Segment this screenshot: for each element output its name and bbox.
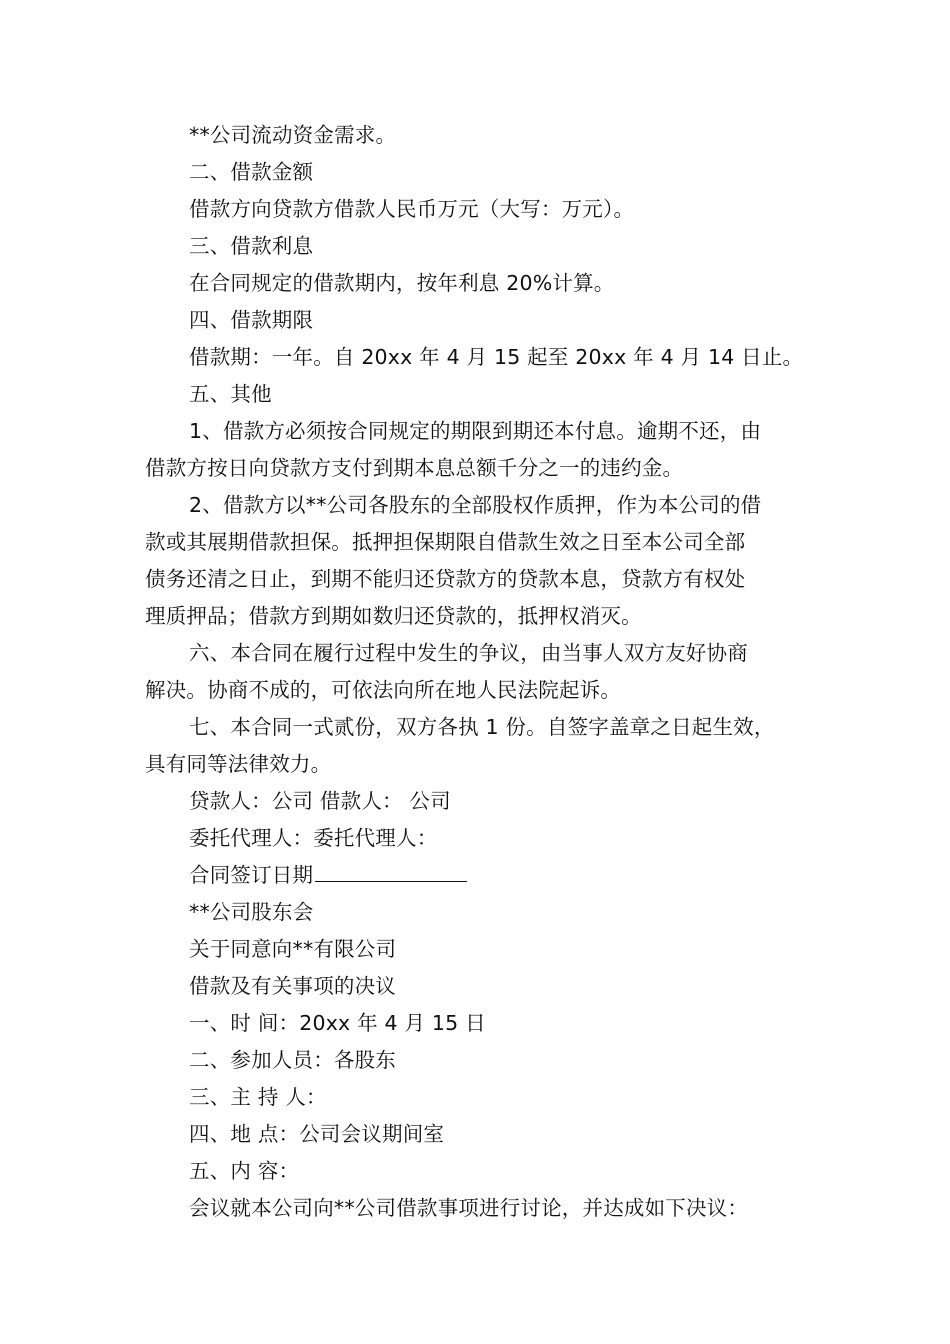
meeting-host: 三、主 持 人： xyxy=(189,1085,327,1109)
section-heading-loan-interest: 三、借款利息 xyxy=(189,234,314,258)
paragraph-line: 具有同等法律效力。 xyxy=(145,752,332,776)
signature-line-parties: 贷款人：公司 借款人： 公司 xyxy=(189,789,451,813)
meeting-content-heading: 五、内 容： xyxy=(189,1159,300,1183)
section-heading-other: 五、其他 xyxy=(189,382,272,406)
paragraph-line: 1、借款方必须按合同规定的期限到期还本付息。逾期不还，由 xyxy=(189,419,762,443)
resolution-title-subject: 关于同意向**有限公司 xyxy=(189,937,397,961)
meeting-location: 四、地 点：公司会议期间室 xyxy=(189,1122,445,1146)
paragraph-line: 借款方向贷款方借款人民币万元（大写：万元）。 xyxy=(189,197,635,221)
paragraph-line: 理质押品；借款方到期如数归还贷款的，抵押权消灭。 xyxy=(145,604,642,628)
paragraph-line: 七、本合同一式贰份，双方各执 1 份。自签字盖章之日起生效， xyxy=(189,715,775,739)
meeting-attendees: 二、参加人员：各股东 xyxy=(189,1048,396,1072)
resolution-title-main: 借款及有关事项的决议 xyxy=(189,974,396,998)
meeting-time: 一、时 间：20xx 年 4 月 15 日 xyxy=(189,1011,486,1035)
paragraph-line: 款或其展期借款担保。抵押担保期限自借款生效之日至本公司全部 xyxy=(145,530,746,554)
paragraph-line: 六、本合同在履行过程中发生的争议，由当事人双方友好协商 xyxy=(189,641,748,665)
document-body xyxy=(145,117,835,1227)
signing-date-blank xyxy=(315,859,467,882)
signing-date-label: 合同签订日期 xyxy=(189,863,314,887)
paragraph-line: 在合同规定的借款期内，按年利息 20%计算。 xyxy=(189,271,615,295)
paragraph-line: **公司流动资金需求。 xyxy=(189,123,397,147)
paragraph-line: 借款期：一年。自 20xx 年 4 月 15 起至 20xx 年 4 月 14 日止。 xyxy=(189,345,804,369)
paragraph-line: 借款方按日向贷款方支付到期本息总额千分之一的违约金。 xyxy=(145,456,684,480)
resolution-title-company: **公司股东会 xyxy=(189,900,314,924)
signing-date-line xyxy=(145,857,835,894)
section-heading-loan-term: 四、借款期限 xyxy=(189,308,314,332)
section-heading-loan-amount: 二、借款金额 xyxy=(189,160,314,184)
paragraph-line: 会议就本公司向**公司借款事项进行讨论，并达成如下决议： xyxy=(189,1196,749,1220)
signature-line-agents: 委托代理人：委托代理人： xyxy=(189,826,438,850)
paragraph-line: 解决。协商不成的，可依法向所在地人民法院起诉。 xyxy=(145,678,622,702)
paragraph-line: 2、借款方以**公司各股东的全部股权作质押，作为本公司的借 xyxy=(189,493,762,517)
paragraph-line: 债务还清之日止，到期不能归还贷款方的贷款本息，贷款方有权处 xyxy=(145,567,746,591)
